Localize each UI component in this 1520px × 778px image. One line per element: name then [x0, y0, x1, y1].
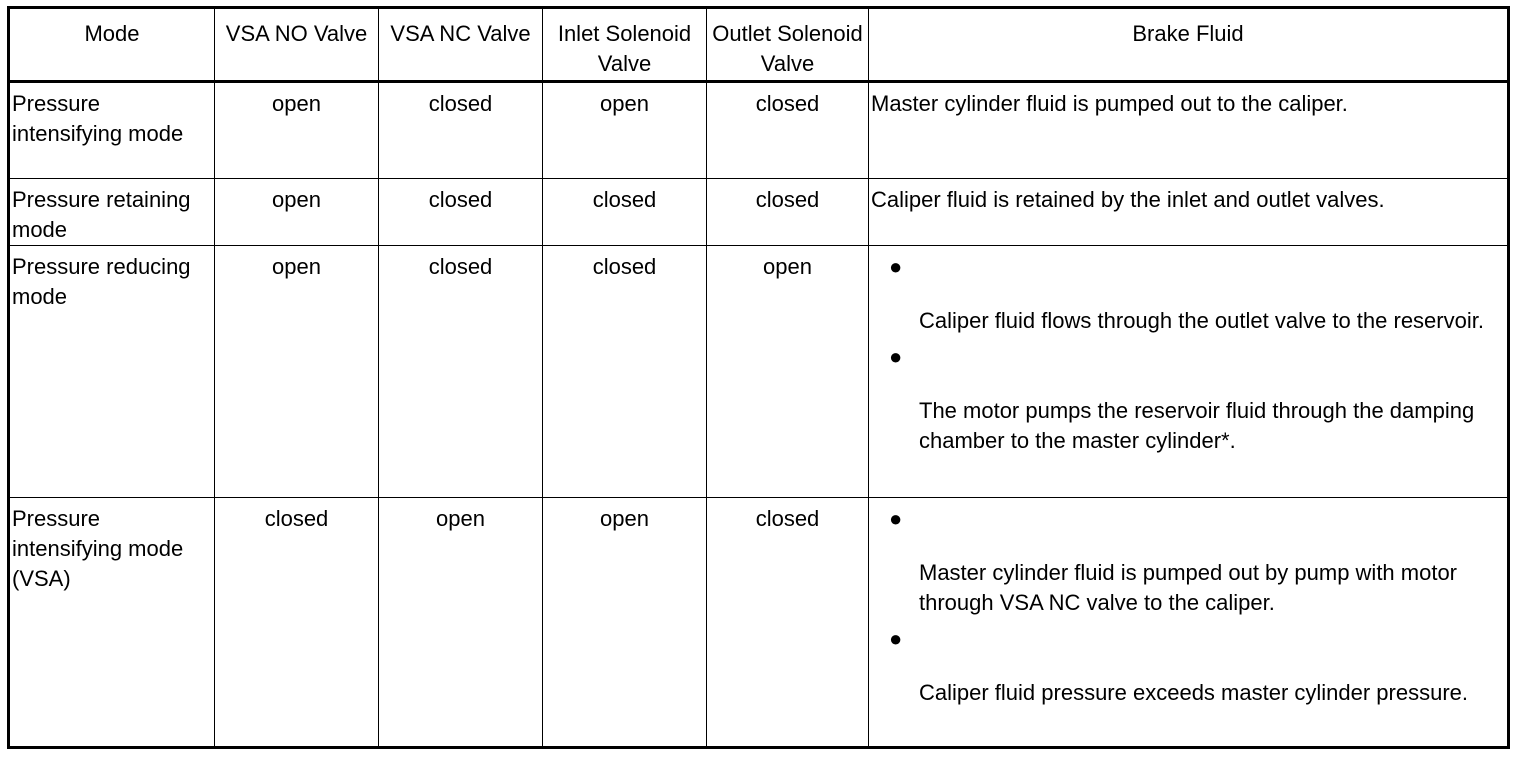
- header-mode: Mode: [9, 8, 215, 82]
- vsa-no-state: open: [215, 246, 379, 498]
- brake-fluid-description: [869, 246, 1509, 498]
- table-row: [9, 246, 1509, 498]
- vsa-nc-state: closed: [379, 82, 543, 179]
- header-inlet-solenoid-valve: Inlet Solenoid Valve: [543, 8, 707, 82]
- outlet-state: closed: [707, 498, 869, 748]
- list-item: [871, 342, 1505, 456]
- brake-fluid-description: Caliper fluid is retained by the inlet and outlet valves.: [869, 179, 1509, 246]
- bullet-icon: ●: [889, 626, 903, 651]
- bullet-icon: ●: [889, 344, 903, 369]
- mode-cell: Pressure intensifying mode (VSA): [9, 498, 215, 748]
- bullet-icon: ●: [889, 254, 903, 279]
- vsa-no-state: open: [215, 179, 379, 246]
- header-vsa-nc-valve: VSA NC Valve: [379, 8, 543, 82]
- mode-cell: Pressure intensifying mode: [9, 82, 215, 179]
- header-brake-fluid: Brake Fluid: [869, 8, 1509, 82]
- brake-fluid-description: [869, 498, 1509, 748]
- header-row: [9, 8, 1509, 82]
- vsa-nc-state: closed: [379, 246, 543, 498]
- mode-cell: Pressure retaining mode: [9, 179, 215, 246]
- bullet-text: Caliper fluid pressure exceeds master cylinder pressure.: [919, 680, 1469, 705]
- inlet-state: closed: [543, 179, 707, 246]
- bullet-text: Caliper fluid flows through the outlet valve to the reservoir.: [919, 308, 1484, 333]
- list-item: [871, 252, 1505, 342]
- bullet-icon: ●: [889, 506, 903, 531]
- vsa-valve-mode-table: [7, 6, 1510, 749]
- bullet-text: Master cylinder fluid is pumped out by pump with motor through VSA NC valve to the caliper.: [919, 560, 1458, 615]
- vsa-no-state: open: [215, 82, 379, 179]
- vsa-no-state: closed: [215, 498, 379, 748]
- inlet-state: open: [543, 498, 707, 748]
- inlet-state: closed: [543, 246, 707, 498]
- outlet-state: closed: [707, 82, 869, 179]
- header-outlet-solenoid-valve: Outlet Solenoid Valve: [707, 8, 869, 82]
- outlet-state: open: [707, 246, 869, 498]
- list-item: [871, 624, 1505, 708]
- header-vsa-no-valve: VSA NO Valve: [215, 8, 379, 82]
- brake-fluid-description: Master cylinder fluid is pumped out to the caliper.: [869, 82, 1509, 179]
- mode-cell: Pressure reducing mode: [9, 246, 215, 498]
- vsa-nc-state: closed: [379, 179, 543, 246]
- table-row: [9, 179, 1509, 246]
- inlet-state: open: [543, 82, 707, 179]
- table-row: [9, 498, 1509, 748]
- table-row: [9, 82, 1509, 179]
- bullet-text: The motor pumps the reservoir fluid through the damping chamber to the master cylinder*.: [919, 398, 1475, 453]
- outlet-state: closed: [707, 179, 869, 246]
- list-item: [871, 504, 1505, 624]
- vsa-nc-state: open: [379, 498, 543, 748]
